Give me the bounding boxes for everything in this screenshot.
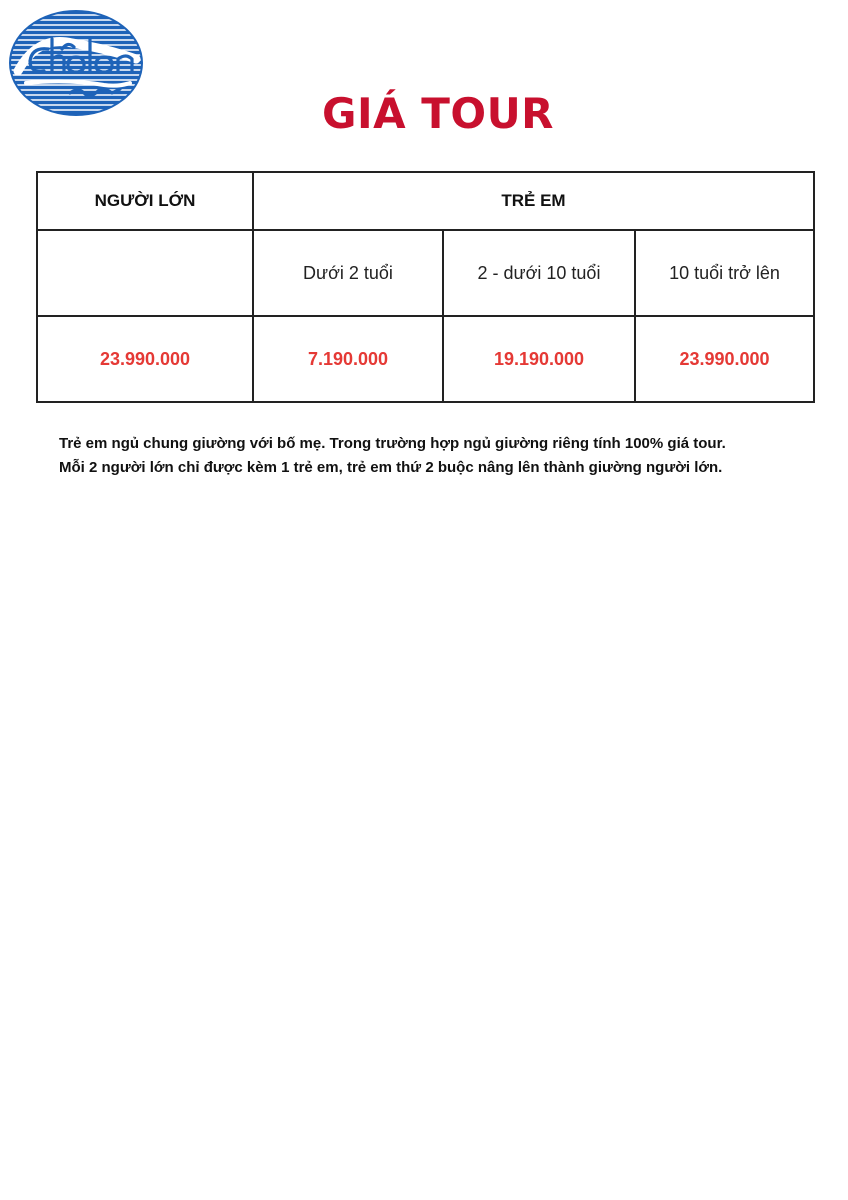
age-under-2: Dưới 2 tuổi — [253, 230, 443, 316]
note-shared-bed: Trẻ em ngủ chung giường với bố mẹ. Trong trường hợp ngủ giường riêng tính 100% giá tour. — [59, 435, 726, 452]
price-table — [36, 171, 815, 403]
age-group-row — [37, 230, 814, 316]
table-header-row — [37, 172, 814, 230]
age-10-plus: 10 tuổi trở lên — [635, 230, 814, 316]
note-child-limit: Mỗi 2 người lớn chỉ được kèm 1 trẻ em, trẻ em thứ 2 buộc nâng lên thành giường người lớn. — [59, 459, 723, 476]
adult-sub-cell — [37, 230, 253, 316]
price-row — [37, 316, 814, 402]
adult-price: 23.990.000 — [37, 316, 253, 402]
adult-header: NGƯỜI LỚN — [37, 172, 253, 230]
child-price-10-plus: 23.990.000 — [635, 316, 814, 402]
child-price-2-to-10: 19.190.000 — [443, 316, 635, 402]
child-price-under-2: 7.190.000 — [253, 316, 443, 402]
tour-notes — [59, 432, 819, 480]
page-title: GIÁ TOUR — [321, 89, 555, 138]
child-header: TRẺ EM — [253, 172, 814, 230]
age-2-to-10: 2 - dưới 10 tuổi — [443, 230, 635, 316]
